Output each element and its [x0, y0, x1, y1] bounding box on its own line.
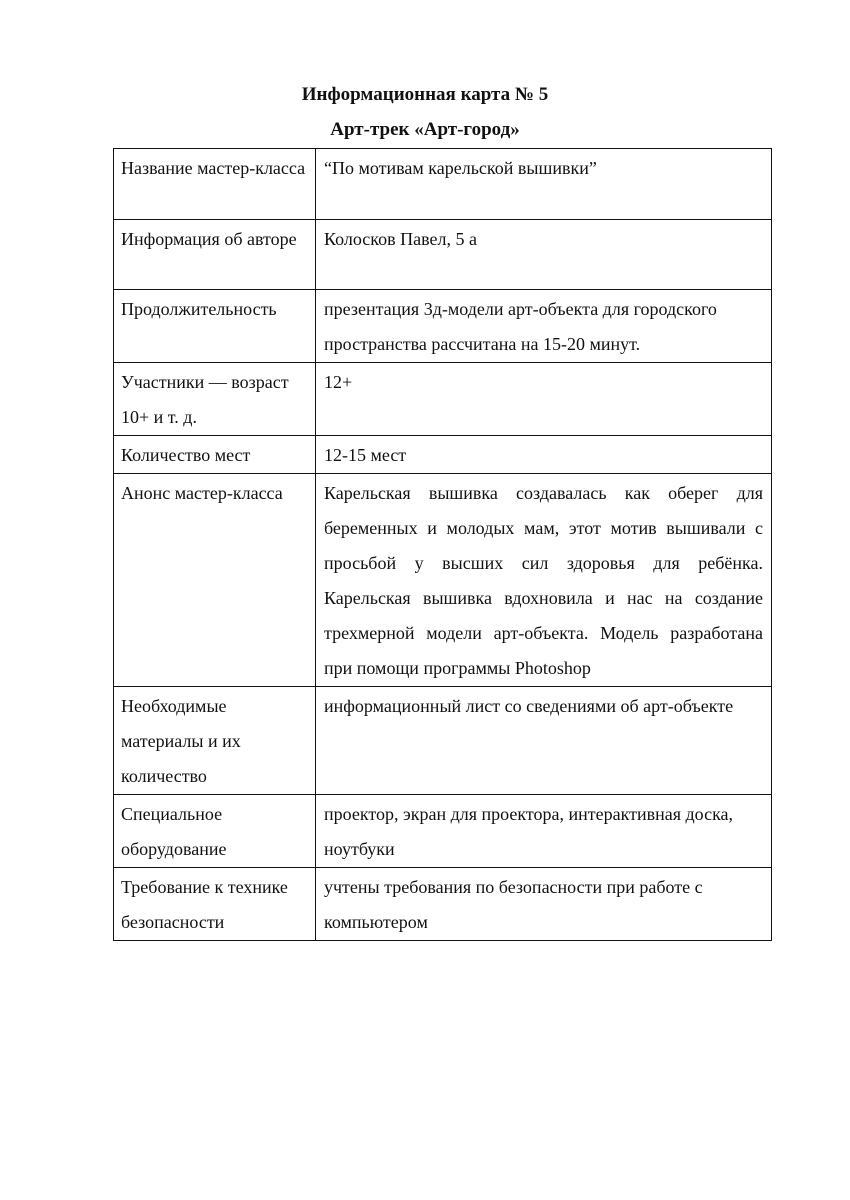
row-label-safety: Требование к технике безопасности [114, 868, 316, 941]
table-row [114, 436, 772, 474]
table-row [114, 868, 772, 941]
document-title: Информационная карта № 5 [301, 84, 549, 105]
row-value-author: Колосков Павел, 5 а [316, 220, 772, 290]
row-value-equipment: проектор, экран для проектора, интерактивная доска, ноутбуки [316, 795, 772, 868]
table-row [114, 220, 772, 290]
row-label-participants: Участники — возраст 10+ и т. д. [114, 363, 316, 436]
row-value-participants: 12+ [316, 363, 772, 436]
info-card-table [113, 148, 772, 941]
table-row [114, 363, 772, 436]
table-row [114, 687, 772, 795]
row-label-announcement: Анонс мастер-класса [114, 474, 316, 687]
row-value-title: “По мотивам карельской вышивки” [316, 149, 772, 220]
row-label-equipment: Специальное оборудование [114, 795, 316, 868]
row-value-announcement: Карельская вышивка создавалась как оберег для беременных и молодых мам, этот мотив вышивали с просьбой у высших сил здоровья для ребёнка. Карельская вышивка вдохновила и нас на создание трехмерной модели арт-объекта. Модель разработана при помощи программы Photoshop [316, 474, 772, 687]
row-value-safety: учтены требования по безопасности при работе с компьютером [316, 868, 772, 941]
table-row [114, 149, 772, 220]
row-label-materials: Необходимые материалы и их количество [114, 687, 316, 795]
row-value-materials: информационный лист со сведениями об арт-объекте [316, 687, 772, 795]
row-value-seats: 12-15 мест [316, 436, 772, 474]
row-label-seats: Количество мест [114, 436, 316, 474]
table-row [114, 795, 772, 868]
document-subtitle: Арт-трек «Арт-город» [330, 119, 520, 140]
table-row [114, 290, 772, 363]
table-row [114, 474, 772, 687]
row-label-duration: Продолжительность [114, 290, 316, 363]
row-value-duration: презентация 3д-модели арт-объекта для городского пространства рассчитана на 15-20 минут. [316, 290, 772, 363]
row-label-author: Информация об автоpе [114, 220, 316, 290]
row-label-title: Название мастер-класса [114, 149, 316, 220]
